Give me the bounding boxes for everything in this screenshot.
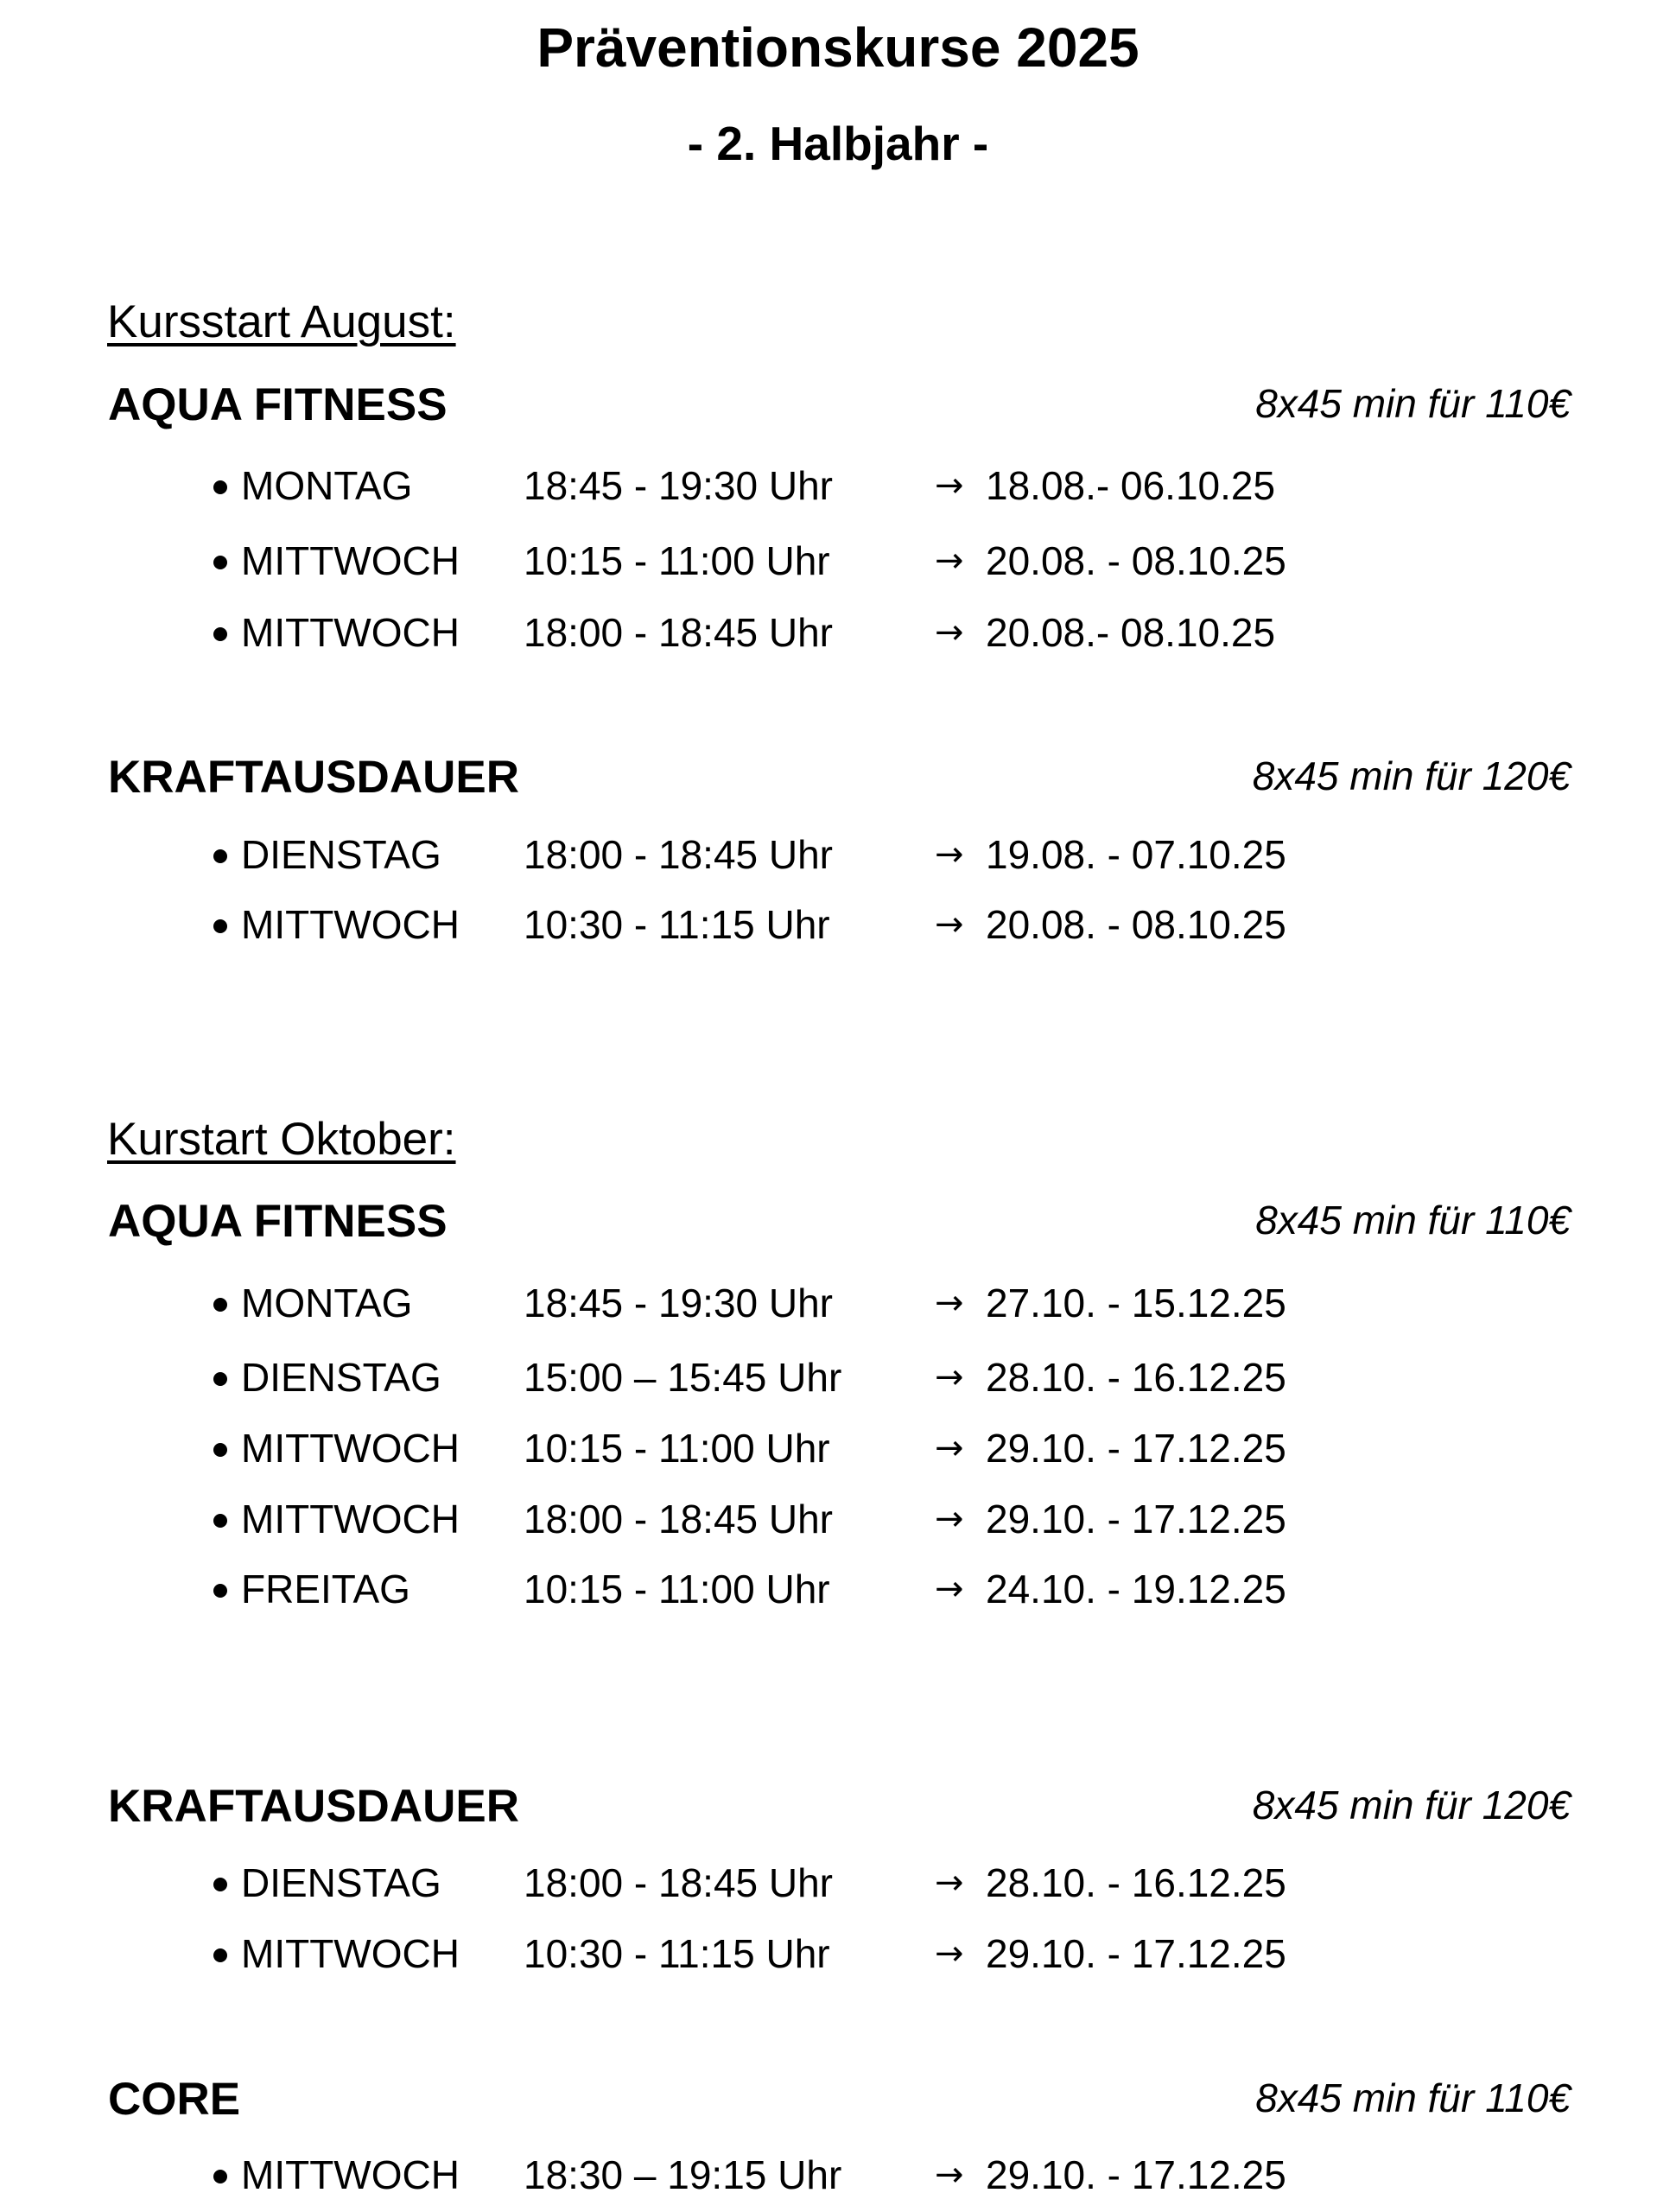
course-title-aqua-fitness-oktober: AQUA FITNESS bbox=[108, 1196, 448, 1247]
session-row bbox=[0, 610, 1676, 656]
session-dates: 19.08. - 07.10.25 bbox=[986, 832, 1286, 877]
session-row bbox=[0, 538, 1676, 584]
session-dates: 20.08.- 08.10.25 bbox=[986, 610, 1276, 655]
course-title-kraftausdauer-oktober: KRAFTAUSDAUER bbox=[108, 1781, 519, 1832]
session-row bbox=[0, 1499, 1676, 1542]
session-time: 18:00 - 18:45 Uhr bbox=[524, 1497, 834, 1541]
session-day: DIENSTAG bbox=[241, 1355, 441, 1400]
session-dates: 29.10. - 17.12.25 bbox=[986, 2152, 1286, 2197]
arrow-right-icon: → bbox=[935, 905, 964, 944]
session-day: MONTAG bbox=[241, 1281, 413, 1325]
session-dates: 24.10. - 19.12.25 bbox=[986, 1567, 1286, 1611]
arrow-right-icon: → bbox=[935, 1283, 964, 1323]
session-time: 18:45 - 19:30 Uhr bbox=[524, 1281, 834, 1325]
session-row bbox=[0, 2152, 1676, 2198]
session-time: 18:30 – 19:15 Uhr bbox=[524, 2152, 842, 2197]
session-dates: 20.08. - 08.10.25 bbox=[986, 902, 1286, 947]
bullet-icon bbox=[213, 556, 227, 569]
bullet-icon bbox=[213, 849, 227, 863]
session-dates: 27.10. - 15.12.25 bbox=[986, 1281, 1286, 1325]
session-day: MITTWOCH bbox=[241, 2152, 460, 2197]
session-dates: 28.10. - 16.12.25 bbox=[986, 1860, 1286, 1905]
course-price: 8x45 min für 110€ bbox=[1255, 381, 1571, 426]
course-price: 8x45 min für 110€ bbox=[1255, 1198, 1571, 1243]
arrow-right-icon: → bbox=[935, 1428, 964, 1468]
session-day: MONTAG bbox=[241, 463, 413, 508]
session-row bbox=[0, 832, 1676, 878]
bullet-icon bbox=[213, 1372, 227, 1386]
session-day: DIENSTAG bbox=[241, 1860, 441, 1905]
session-dates: 20.08. - 08.10.25 bbox=[986, 538, 1286, 583]
session-row bbox=[0, 463, 1676, 509]
document-subtitle: - 2. Halbjahr - bbox=[687, 117, 989, 170]
document-title: Präventionskurse 2025 bbox=[536, 16, 1140, 79]
session-time: 10:15 - 11:00 Uhr bbox=[524, 1426, 830, 1471]
arrow-right-icon: → bbox=[935, 541, 964, 581]
session-row bbox=[0, 1428, 1676, 1471]
arrow-right-icon: → bbox=[935, 2155, 964, 2195]
bullet-icon bbox=[213, 2170, 227, 2183]
arrow-right-icon: → bbox=[935, 1499, 964, 1539]
arrow-right-icon: → bbox=[935, 1863, 964, 1903]
bullet-icon bbox=[213, 627, 227, 641]
session-row bbox=[0, 902, 1676, 948]
bullet-icon bbox=[213, 919, 227, 933]
bullet-icon bbox=[213, 1514, 227, 1528]
arrow-right-icon: → bbox=[935, 1357, 964, 1397]
session-time: 18:45 - 19:30 Uhr bbox=[524, 463, 834, 508]
session-time: 10:15 - 11:00 Uhr bbox=[524, 538, 830, 583]
bullet-icon bbox=[213, 1298, 227, 1312]
session-dates: 28.10. - 16.12.25 bbox=[986, 1355, 1286, 1400]
session-row bbox=[0, 1860, 1676, 1906]
bullet-icon bbox=[213, 480, 227, 494]
session-dates: 29.10. - 17.12.25 bbox=[986, 1931, 1286, 1976]
session-time: 10:30 - 11:15 Uhr bbox=[524, 902, 830, 947]
session-row bbox=[0, 1357, 1676, 1401]
session-day: MITTWOCH bbox=[241, 902, 460, 947]
session-day: MITTWOCH bbox=[241, 1931, 460, 1976]
session-row bbox=[0, 1931, 1676, 1977]
course-title-core: CORE bbox=[108, 2074, 241, 2125]
arrow-right-icon: → bbox=[935, 835, 964, 874]
arrow-right-icon: → bbox=[935, 613, 964, 652]
session-day: MITTWOCH bbox=[241, 1497, 460, 1541]
session-row bbox=[0, 1569, 1676, 1612]
arrow-right-icon: → bbox=[935, 1934, 964, 1974]
session-time: 18:00 - 18:45 Uhr bbox=[524, 610, 834, 655]
session-day: DIENSTAG bbox=[241, 832, 441, 877]
session-time: 15:00 – 15:45 Uhr bbox=[524, 1355, 842, 1400]
session-day: MITTWOCH bbox=[241, 610, 460, 655]
course-title-aqua-fitness-august: AQUA FITNESS bbox=[108, 379, 448, 430]
session-time: 18:00 - 18:45 Uhr bbox=[524, 1860, 834, 1905]
session-dates: 29.10. - 17.12.25 bbox=[986, 1426, 1286, 1471]
bullet-icon bbox=[213, 1584, 227, 1598]
bullet-icon bbox=[213, 1878, 227, 1891]
bullet-icon bbox=[213, 1948, 227, 1962]
course-price: 8x45 min für 120€ bbox=[1252, 1783, 1571, 1827]
period-heading-august: Kursstart August: bbox=[107, 296, 456, 347]
session-time: 10:30 - 11:15 Uhr bbox=[524, 1931, 830, 1976]
period-heading-oktober: Kurstart Oktober: bbox=[107, 1114, 456, 1165]
arrow-right-icon: → bbox=[935, 1569, 964, 1609]
session-dates: 29.10. - 17.12.25 bbox=[986, 1497, 1286, 1541]
course-price: 8x45 min für 110€ bbox=[1255, 2075, 1571, 2120]
session-dates: 18.08.- 06.10.25 bbox=[986, 463, 1276, 508]
bullet-icon bbox=[213, 1443, 227, 1457]
session-time: 10:15 - 11:00 Uhr bbox=[524, 1567, 830, 1611]
session-row bbox=[0, 1283, 1676, 1326]
arrow-right-icon: → bbox=[935, 466, 964, 505]
session-day: MITTWOCH bbox=[241, 1426, 460, 1471]
session-day: MITTWOCH bbox=[241, 538, 460, 583]
session-time: 18:00 - 18:45 Uhr bbox=[524, 832, 834, 877]
session-day: FREITAG bbox=[241, 1567, 410, 1611]
course-title-kraftausdauer-august: KRAFTAUSDAUER bbox=[108, 752, 519, 803]
course-price: 8x45 min für 120€ bbox=[1252, 753, 1571, 798]
